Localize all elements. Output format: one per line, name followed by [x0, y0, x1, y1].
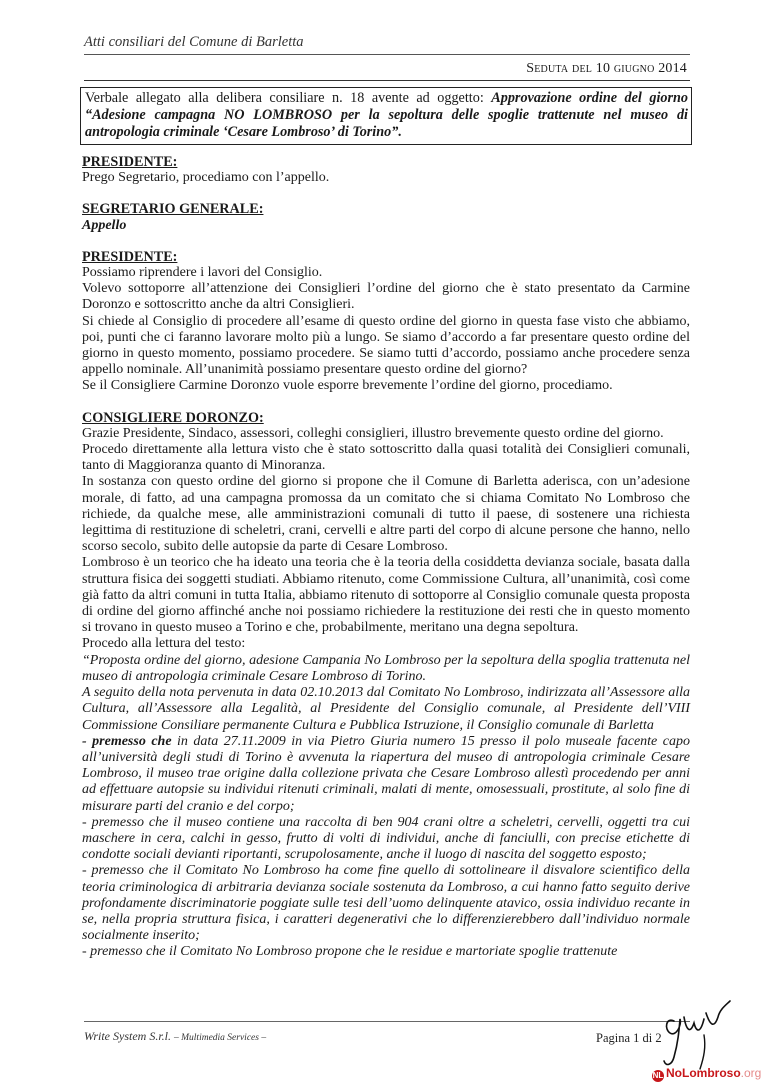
paragraph: Grazie Presidente, Sindaco, assessori, colleghi consiglieri, illustro brevemente questo ordine del giorno.: [82, 425, 664, 441]
watermark-name: NoLombroso: [666, 1066, 741, 1080]
speaker-section: [82, 154, 690, 186]
paragraph: Lombroso è un teorico che ha ideato una teoria che è la teoria della cosiddetta devianza sociale, basata dalla struttura fisica dei soggetti studiati. Abbiamo ritenuto, come Commissione Cultura, all’unanimità, così come già fatto da altri comuni in tutta Italia, abbiamo ritenuto di sottoporre al Consiglio comunale questa proposta di ordine del giorno affinché anche noi possiamo richiedere la restituzione dei resti che in questo momento si trovano in questo museo a Torino e che, probabilmente, meritano una degna sepoltura.: [82, 555, 690, 636]
company-services: – Multimedia Services –: [174, 1033, 267, 1043]
speaker-name: PRESIDENTE:: [82, 248, 178, 265]
subject-intro: Verbale allegato alla delibera consiliare n. 18 avente ad oggetto:: [85, 90, 492, 106]
paragraph: Se il Consigliere Carmine Doronzo vuole esporre brevemente l’ordine del giorno, procediamo.: [82, 378, 613, 394]
footer-company: [84, 1029, 266, 1044]
speaker-section: [82, 410, 690, 961]
speaker-name: CONSIGLIERE DORONZO:: [82, 409, 264, 426]
premesso-text: in data 27.11.2009 in via Pietro Giuria numero 15 presso il polo museale facente capo all’università degli studi di Torino è avvenuta la riapertura del museo di antropologia criminale Cesare Lombroso, il museo trae origine dalla collezione privata che Cesare Lombroso allestì procedendo per anni ad effettuare autopsie su individui ritenuti criminali, malati di mente, omosessuali, prostitute, al solo fine di misurare parti del cranio e del corpo;: [82, 733, 690, 814]
speaker-section: [82, 249, 690, 395]
watermark: [652, 1066, 761, 1082]
paragraph: Procedo alla lettura del testo:: [82, 636, 246, 652]
quoted-paragraph: “Proposta ordine del giorno, adesione Campania No Lombroso per la sepoltura della spoglia trattenuta nel museo di antropologia criminale Cesare Lombroso di Torino.: [82, 652, 690, 684]
speaker-name: SEGRETARIO GENERALE:: [82, 201, 264, 218]
paragraph: Possiamo riprendere i lavori del Consiglio.: [82, 265, 323, 281]
premesso-item: [82, 734, 690, 815]
subject-title: Approvazione ordine del giorno “Adesione campagna NO LOMBROSO per la sepoltura delle spoglie trattenute nel museo di antropologia criminale ‘Cesare Lombroso’ di Torino”.: [85, 90, 688, 140]
speaker-section: [82, 201, 690, 233]
paragraph: Si chiede al Consiglio di procedere all’esame di questo ordine del giorno in questa fase visto che abbiamo, poi, punti che ci faranno lavorare molto più a lungo. Se siamo d’accordo a far presentare questo ordine del giorno in questo momento, possiamo procedere. Se siamo tutti d’accordo, possiamo anche procedere senza appello nominale. All’unanimità possiamo presentare questo ordine del giorno?: [82, 313, 690, 378]
paragraph: In sostanza con questo ordine del giorno si propone che il Comune di Barletta aderisca, con un’adesione morale, di fatto, ad una campagna promossa da un comitato che si chiama Comitato No Lombroso che richiede, da qualche mese, alle amministrazioni comunali di tutto il paese, di sostenere una richiesta legittima di restituzione di scheletri, crani, cervelli e altre parti del corpo di alcune persone che hanno, nello scorso secolo, subito delle autopsie da parte di Cesare Lombroso.: [82, 474, 690, 555]
watermark-tld: .org: [740, 1066, 762, 1080]
header-title: Atti consiliari del Comune di Barletta: [84, 34, 304, 50]
footer-rule: [84, 1021, 690, 1022]
subject-box: [80, 87, 692, 145]
minutes-body: [82, 154, 690, 961]
paragraph: Procedo direttamente alla lettura visto che è stato sottoscritto dalla quasi totalità dei Consiglieri comunali, tanto di Maggioranza quanto di Minoranza.: [82, 442, 690, 474]
premesso-item: - premesso che il museo contiene una raccolta di ben 904 crani oltre a scheletri, cervelli, oggetti tra cui maschere in cera, calchi in gesso, frutto di volti di individui, anche di fanciulli, con precise etichette di condotte sociali devianti riportanti, scrupolosamente, anche il luogo di nascita del soggetto esposto;: [82, 814, 690, 863]
paragraph: Volevo sottoporre all’attenzione dei Consiglieri l’ordine del giorno che è stato presentato da Carmine Doronzo e sottoscritto anche da altri Consiglieri.: [82, 281, 690, 313]
paragraph: Prego Segretario, procediamo con l’appello.: [82, 170, 330, 186]
paragraph: Appello: [82, 217, 127, 233]
premesso-item: - premesso che il Comitato No Lombroso ha come fine quello di sottolineare il disvalore scientifico della teoria criminologica di arbitraria devianza sociale sostenuta da Lombroso, a cui hanno fatto seguito derive profondamente discriminatorie poggiate sulle tesi dell’uomo delinquente atavico, ossia individuo recante in se, nella propria struttura fisica, i caratteri degenerativi che lo differenzierebbero dall’individuo normale socialmente inserito;: [82, 863, 690, 944]
header-rule: [84, 80, 690, 81]
company-name: Write System S.r.l.: [84, 1029, 171, 1043]
page-number: Pagina 1 di 2: [596, 1031, 662, 1045]
premesso-item: - premesso che il Comitato No Lombroso propone che le residue e martoriate spoglie trattenute: [82, 944, 618, 960]
speaker-name: PRESIDENTE:: [82, 154, 178, 170]
watermark-logo: NL: [652, 1071, 664, 1080]
header-rule: [84, 54, 690, 55]
quoted-paragraph: A seguito della nota pervenuta in data 02.10.2013 dal Comitato No Lombroso, indirizzata all’Assessore alla Cultura, all’Assessore alla Legalità, al Presidente del Consiglio comunale, al Presidente dell’VIII Commissione Consiliare permanente Cultura e Pubblica Istruzione, il Consiglio comunale di Barletta: [82, 685, 690, 733]
session-date: Seduta del 10 giugno 2014: [526, 61, 687, 76]
premesso-lead: - premesso che: [82, 733, 172, 749]
handwritten-signature: [660, 995, 732, 1075]
